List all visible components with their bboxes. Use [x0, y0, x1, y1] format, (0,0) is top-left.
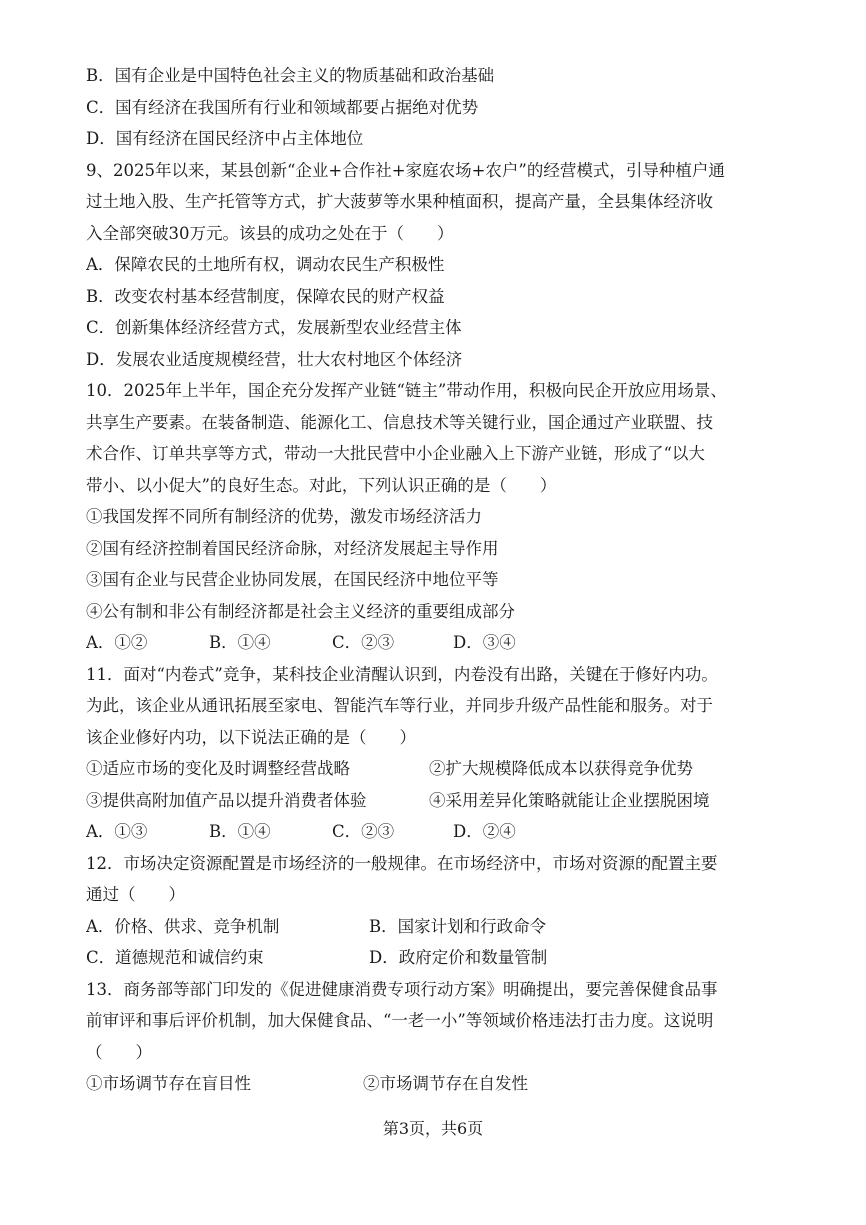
q10-stem-line: 共享生产要素。在装备制造、能源化工、信息技术等关键行业，国企通过产业联盟、技: [86, 412, 713, 432]
q10-stem-line: 术合作、订单共享等方式，带动一大批民营中小企业融入上下游产业链，形成了“以大: [86, 444, 705, 463]
q11-option-a: A．①③: [86, 822, 148, 841]
q10-statement-3: ③国有企业与民营企业协同发展，在国民经济中地位平等: [86, 570, 499, 589]
q9-stem-line: 入全部突破30万元。该县的成功之处在于（ ）: [86, 223, 454, 243]
q12-option-c: C．道德规范和诚信约束: [86, 948, 264, 967]
q11-statement-3: ③提供高附加值产品以提升消费者体验: [86, 790, 367, 810]
q10-statement-4: ④公有制和非公有制经济都是社会主义经济的重要组成部分: [86, 601, 515, 621]
q13-statements-row: [86, 1068, 826, 1100]
q11-option-c: C．②③: [332, 822, 395, 841]
q11-statement-2: ②扩大规模降低成本以获得竞争优势: [429, 759, 693, 778]
page-number-footer: 第3页，共6页: [382, 1119, 484, 1138]
q11-option-d: D．②④: [453, 822, 516, 841]
q9-stem-line: 9、2025年以来，某县创新“企业+合作社+家庭农场+农户”的经营模式，引导种植户通: [86, 160, 725, 180]
q9-option-d: D．发展农业适度规模经营，壮大农村地区个体经济: [86, 349, 463, 369]
q11-option-b: B．①④: [209, 822, 271, 841]
q10-option-d: D．③④: [453, 633, 516, 652]
page-content: [86, 60, 826, 1100]
q13-statement-1: ①市场调节存在盲目性: [86, 1074, 251, 1093]
q11-statement-4: ④采用差异化策略就能让企业摆脱困境: [429, 790, 710, 810]
q11-statements-row: [86, 753, 826, 785]
q11-stem-line: 为此，该企业从通讯拓展至家电、智能汽车等行业，并同步升级产品性能和服务。对于: [86, 696, 713, 715]
q12-stem-line: 通过（ ）: [86, 885, 185, 904]
q8-option-b: B．国有企业是中国特色社会主义的物质基础和政治基础: [86, 66, 495, 85]
q11-statement-1: ①适应市场的变化及时调整经营战略: [86, 759, 350, 778]
q13-stem-line: （ ）: [86, 1042, 152, 1062]
q11-stem-line: 11．面对“内卷式”竞争，某科技企业清醒认识到，内卷没有出路，关键在于修好内功。: [86, 664, 718, 684]
q10-option-c: C．②③: [332, 633, 395, 652]
q10-statement-1: ①我国发挥不同所有制经济的优势，激发市场经济活力: [86, 507, 482, 526]
q12-stem-line: 12．市场决定资源配置是市场经济的一般规律。在市场经济中，市场对资源的配置主要: [86, 853, 718, 873]
q9-option-b: B．改变农村基本经营制度，保障农民的财产权益: [86, 286, 445, 306]
q11-stem-line: 该企业修好内功，以下说法正确的是（ ）: [86, 727, 416, 747]
q8-option-c: C．国有经济在我国所有行业和领域都要占据绝对优势: [86, 97, 479, 117]
q12-option-b: B．国家计划和行政命令: [369, 916, 547, 936]
q9-stem-line: 过土地入股、生产托管等方式，扩大菠萝等水果种植面积，提高产量，全县集体经济收: [86, 192, 713, 211]
q8-option-d: D．国有经济在国民经济中占主体地位: [86, 129, 364, 148]
q12-option-d: D．政府定价和数量管制: [369, 948, 548, 967]
q10-options: [86, 627, 826, 659]
q13-statement-2: ②市场调节存在自发性: [363, 1074, 528, 1093]
q9-option-c: C．创新集体经济经营方式，发展新型农业经营主体: [86, 318, 462, 337]
q12-option-a: A．价格、供求、竞争机制: [86, 916, 280, 936]
q10-stem-line: 带小、以小促大”的良好生态。对此，下列认识正确的是（ ）: [86, 475, 557, 495]
q9-option-a: A．保障农民的土地所有权，调动农民生产积极性: [86, 255, 445, 274]
q10-stem-line: 10．2025年上半年，国企充分发挥产业链“链主”带动作用，积极向民企开放应用场景、: [86, 381, 727, 400]
q12-options-row: [86, 942, 826, 974]
q13-stem-line: 13．商务部等部门印发的《促进健康消费专项行动方案》明确提出，要完善保健食品事: [86, 979, 718, 999]
q11-statements-row: [86, 785, 826, 817]
q10-statement-2: ②国有经济控制着国民经济命脉，对经济发展起主导作用: [86, 538, 499, 558]
q10-option-a: A．①②: [86, 633, 148, 652]
q12-options-row: [86, 911, 826, 943]
q10-option-b: B．①④: [209, 633, 271, 652]
q13-stem-line: 前审评和事后评价机制，加大保健食品、“一老一小”等领域价格违法打击力度。这说明: [86, 1011, 714, 1030]
q11-options: [86, 816, 826, 848]
